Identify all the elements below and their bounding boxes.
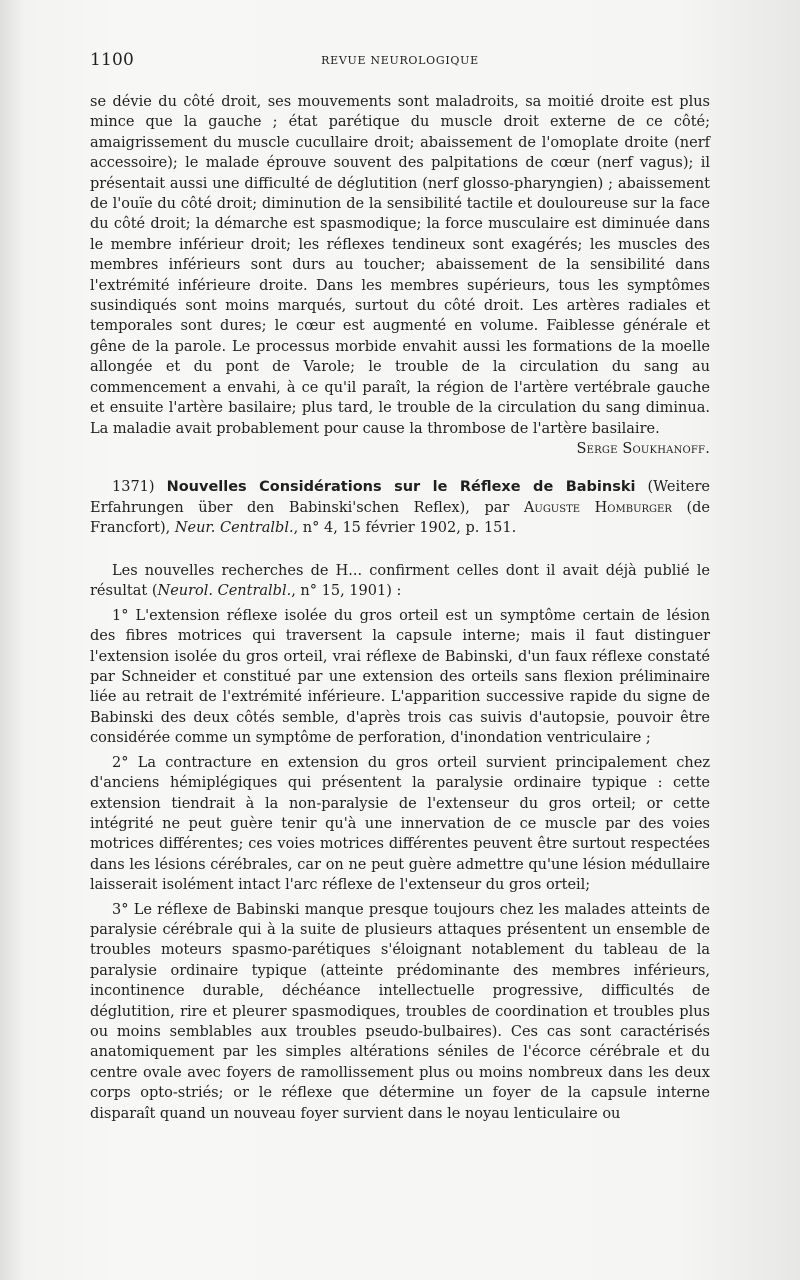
section-gap [90,459,710,467]
body-lead-end: , n° 15, 1901) : [291,583,402,600]
page-number: 1100 [90,50,135,70]
page-header [90,50,710,76]
article-citation: , n° 4, 15 février 1902, p. 151. [293,520,517,537]
article-journal: Neur. Centralbl. [174,520,294,537]
running-head: REVUE NEUROLOGIQUE [321,54,479,67]
article-author: Auguste Homburger [523,499,672,516]
paragraph-gap [90,553,710,561]
article-location: (de Francfort), [90,499,711,537]
body-lead-start: Les nouvelles recherches de H... confirment celles dont il avait déjà publié le résultat ( [90,563,710,600]
body-lead-journal: Neurol. Centralbl. [157,583,292,600]
article-title: Nouvelles Considérations sur le Réflexe de Babinski [166,479,636,496]
intro-paragraph: se dévie du côté droit, ses mouvements sont maladroits, sa moitié droite est plus mince que la gauche ; état parétique du muscle droit externe de ce côté; amaigrissement du muscle cucullaire droit; abaissement de l'omoplate droite (nerf accessoire); le malade éprouve souvent des palpitations de cœur (nerf vagus); il présentait aussi une difficulté de déglutition (nerf glosso-pharyngien) ; abaissement de l'ouïe du côté droit; diminution de la sensibilité tactile et douloureuse sur la face du côté droit; la démarche est spasmodique; la force musculaire est diminuée dans le membre inférieur droit; les réflexes tendineux sont exagérés; les muscles des membres inférieurs sont durs au toucher; abaissement de la sensibilité dans l'extrémité inférieure droite. Dans les membres supérieurs, tous les symptômes susindiqués sont moins marqués, surtout du côté droit. Les artères radiales et temporales sont dures; le cœur est augmenté en volume. Faiblesse générale et gêne de la parole. Le processus morbide envahit aussi les formations de la moelle allongée et du pont de Varole; le trouble de la circulation du sang au commencement a envahi, à ce qu'il paraît, la région de l'artère vertébrale gauche et ensuite l'artère basilaire; plus tard, le trouble de la circulation du sang diminua. La maladie avait probablement pour cause la thrombose de l'artère basilaire. [90,94,710,437]
signature-author: Serge Soukhanoff. [576,440,710,457]
article-number: 1371) [112,479,155,496]
article-subtitle-open: (Weitere Erfahrungen über den Babinski'schen Reflex), par [90,479,711,516]
page-content [90,92,710,1132]
intro-signature-line [90,439,710,459]
article-heading [90,477,710,538]
body-paragraph-3: 3° Le réflexe de Babinski manque presque toujours chez les malades atteints de paralysie cérébrale qui à la suite de plusieurs attaques présentent un ensemble de troubles moteurs spasmo-parétiques s'éloignant notablement du tableau de la paralysie ordinaire typique (atteinte prédominante des membres inférieurs, incontinence durable, déchéance intellectuelle progressive, difficultés de déglutition, rire et pleurer spasmodiques, troubles de coordination et troubles plus ou moins semblables aux troubles pseudo-bulbaires). Ces cas sont caractérisés anatomiquement par les simples altérations séniles de l'écorce cérébrale et du centre ovale avec foyers de ramollissement plus ou moins nombreux dans les deux corps opto-striés; or le réflexe que détermine un foyer de la capsule interne disparaît quand un nouveau foyer survient dans le noyau lenticulaire ou [90,901,710,1122]
body-lead-paragraph [90,561,710,602]
body-paragraph-2: 2° La contracture en extension du gros orteil survient principalement chez d'anciens hémiplégiques qui présentent la paralysie ordinaire typique : cette extension tiendrait à la non-paralysie de l'extenseur du gros orteil; or cette intégrité ne peut guère tenir qu'à une innervation de ce muscle par des voies motrices différentes; ces voies motrices différentes peuvent être surtout respectées dans les lésions cérébrales, car on ne peut guère admettre qu'une lésion médullaire laisserait isolément intact l'arc réflexe de l'extenseur du gros orteil; [90,754,710,894]
body-paragraph-1: 1° L'extension réflexe isolée du gros orteil est un symptôme certain de lésion des fibres motrices qui traversent la capsule interne; mais il faut distinguer l'extension isolée du gros orteil, vrai réflexe de Babinski, d'un faux réflexe constaté par Schneider et constitué par une extension des orteils sans flexion préliminaire liée au retrait de l'extrémité inférieure. L'apparition successive rapide du signe de Babinski des deux côtés semble, d'après trois cas suivis d'autopsie, pouvoir être considérée comme un symptôme de perforation, d'inondation ventriculaire ; [90,607,710,747]
